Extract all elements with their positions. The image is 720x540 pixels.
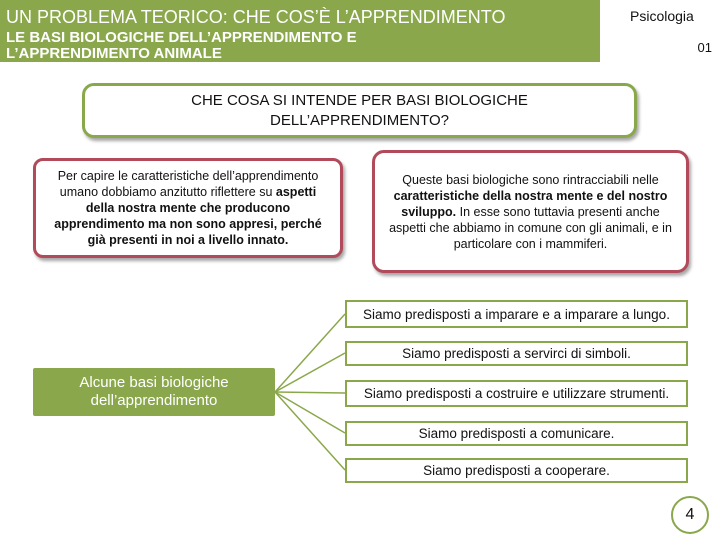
question-box [82, 83, 637, 138]
left-explanation-box [33, 158, 343, 258]
right-text-bold: caratteristiche della nostra mente e del nostro sviluppo. [393, 188, 668, 219]
connector-line-4 [275, 392, 345, 433]
diagram-item-3-label: Siamo predisposti a costruire e utilizzare strumenti. [363, 386, 670, 401]
connector-line-2 [275, 353, 345, 392]
page-number: 4 [685, 506, 695, 523]
diagram-item-3 [345, 380, 688, 407]
left-text-bold: aspetti della nostra mente che producono apprendimento ma non sono appresi, perché già presenti in noi a livello innato. [54, 185, 322, 247]
page-number-badge [671, 496, 709, 534]
diagram-item-4-label: Siamo predisposti a comunicare. [418, 426, 615, 441]
diagram-root-label: Alcune basi biologiche dell’apprendimento [79, 374, 229, 409]
right-text-plain-2: In esse sono tuttavia presenti anche aspetti che abbiamo in comune con gli animali, e in particolare con i mammiferi. [389, 204, 672, 251]
diagram-item-2-label: Siamo predisposti a servirci di simboli. [402, 346, 631, 361]
section-subtitle-line-1: LE BASI BIOLOGICHE DELL’APPRENDIMENTO E [6, 30, 357, 46]
connector-line-1 [275, 314, 345, 392]
chapter-title: UN PROBLEMA TEORICO: CHE COS’È L’APPRENDIMENTO [6, 7, 506, 27]
section-subtitle-line-2: L’APPRENDIMENTO ANIMALE [6, 45, 222, 62]
question-line-1: CHE COSA SI INTENDE PER BASI BIOLOGICHE [191, 91, 528, 109]
section-number: 01 [697, 40, 712, 55]
connector-line-3 [275, 392, 345, 393]
subject-label: Psicologia [630, 8, 694, 24]
diagram-item-1-label: Siamo predisposti a imparare e a imparare a lungo. [363, 306, 670, 322]
left-text-plain: Per capire le caratteristiche dell’apprendimento umano dobbiamo anzitutto riflettere su [57, 169, 319, 199]
diagram-item-2 [345, 341, 688, 366]
connector-line-5 [275, 392, 345, 470]
right-text-plain: Queste basi biologiche sono rintracciabili nelle [402, 172, 659, 187]
diagram-item-4 [345, 421, 688, 446]
diagram-item-5 [345, 458, 688, 483]
right-explanation-box [372, 150, 689, 273]
diagram-root-box [33, 368, 275, 416]
diagram-item-5-label: Siamo predisposti a cooperare. [423, 463, 610, 478]
diagram-item-1 [345, 300, 688, 328]
question-line-2: DELL’APPRENDIMENTO? [270, 111, 449, 129]
